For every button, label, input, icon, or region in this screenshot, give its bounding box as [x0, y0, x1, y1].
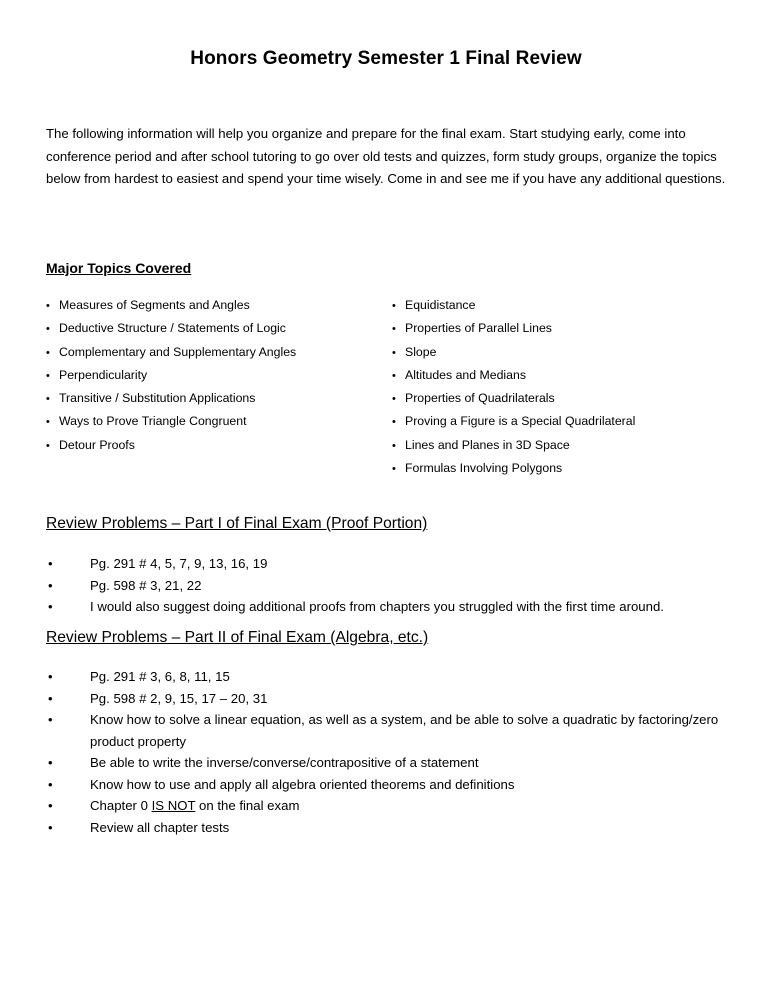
bullet-icon: • — [48, 577, 53, 593]
part2-heading: Review Problems – Part II of Final Exam (Algebra, etc.) — [46, 629, 429, 646]
topic-item: • Complementary and Supplementary Angles — [46, 343, 386, 366]
topic-item: • Transitive / Substitution Applications — [46, 389, 386, 412]
bullet-icon: • — [48, 669, 53, 684]
bullet-icon: • — [46, 393, 50, 406]
bullet-icon: • — [46, 346, 50, 359]
topics-list-left — [46, 296, 386, 459]
topic-item: • Altitudes and Medians — [392, 366, 732, 389]
list-item: • Chapter 0 IS NOT on the final exam — [46, 795, 736, 817]
list-item: • Review all chapter tests — [46, 817, 736, 839]
part2-list — [46, 666, 736, 838]
bullet-icon: • — [48, 819, 53, 835]
bullet-icon: • — [48, 556, 53, 571]
list-item: • I would also suggest doing additional proofs from chapters you struggled with the first time around. — [46, 596, 736, 618]
bullet-icon: • — [48, 776, 53, 792]
bullet-icon: • — [392, 323, 396, 336]
list-item: • Pg. 598 # 2, 9, 15, 17 – 20, 31 — [46, 688, 736, 710]
page-title: Honors Geometry Semester 1 Final Review — [190, 48, 582, 69]
topic-item: • Properties of Parallel Lines — [392, 319, 732, 342]
topic-item: • Properties of Quadrilaterals — [392, 389, 732, 412]
bullet-icon: • — [392, 393, 396, 406]
list-item: • Pg. 291 # 3, 6, 8, 11, 15 — [46, 666, 736, 688]
list-item: • Know how to use and apply all algebra oriented theorems and definitions — [46, 774, 736, 796]
topic-item: • Deductive Structure / Statements of Logic — [46, 319, 386, 342]
is-not-emphasis: IS NOT — [151, 798, 196, 813]
bullet-icon: • — [392, 463, 396, 476]
list-item: • Be able to write the inverse/converse/contrapositive of a statement — [46, 752, 736, 774]
part1-heading: Review Problems – Part I of Final Exam (Proof Portion) — [46, 515, 428, 532]
bullet-icon: • — [392, 369, 396, 382]
bullet-icon: • — [392, 346, 396, 359]
major-topics-heading: Major Topics Covered — [46, 260, 192, 276]
bullet-icon: • — [46, 323, 50, 336]
bullet-icon: • — [48, 599, 53, 614]
part1-list — [46, 553, 736, 618]
bullet-icon: • — [48, 798, 53, 813]
topic-item: • Detour Proofs — [46, 436, 386, 459]
bullet-icon: • — [48, 712, 53, 727]
bullet-icon: • — [392, 439, 396, 452]
topic-item: • Perpendicularity — [46, 366, 386, 389]
topic-item: • Measures of Segments and Angles — [46, 296, 386, 319]
bullet-icon: • — [46, 369, 50, 382]
topic-item: • Proving a Figure is a Special Quadrilateral — [392, 412, 732, 435]
list-item: • Pg. 291 # 4, 5, 7, 9, 13, 16, 19 — [46, 553, 736, 575]
bullet-icon: • — [392, 300, 396, 312]
bullet-icon: • — [48, 755, 53, 770]
topic-item: • Equidistance — [392, 296, 732, 319]
bullet-icon: • — [48, 690, 53, 706]
topic-item: • Slope — [392, 343, 732, 366]
bullet-icon: • — [46, 416, 50, 429]
list-item: • Know how to solve a linear equation, as well as a system, and be able to solve a quadratic by factoring/zero product property — [46, 709, 736, 752]
topics-list-right — [392, 296, 732, 482]
topic-item: • Lines and Planes in 3D Space — [392, 436, 732, 459]
intro-paragraph: The following information will help you organize and prepare for the final exam. Start studying early, come into conference period and after school tutoring to go over old tests and quizzes, form study groups, organize the topics below from hardest to easiest and spend your time wisely. Come in and see me if you have any additional questions. — [46, 126, 726, 186]
list-item: • Pg. 598 # 3, 21, 22 — [46, 575, 736, 597]
bullet-icon: • — [46, 439, 50, 452]
bullet-icon: • — [46, 300, 50, 312]
topic-item: • Ways to Prove Triangle Congruent — [46, 412, 386, 435]
bullet-icon: • — [392, 416, 396, 429]
topic-item: • Formulas Involving Polygons — [392, 459, 732, 482]
